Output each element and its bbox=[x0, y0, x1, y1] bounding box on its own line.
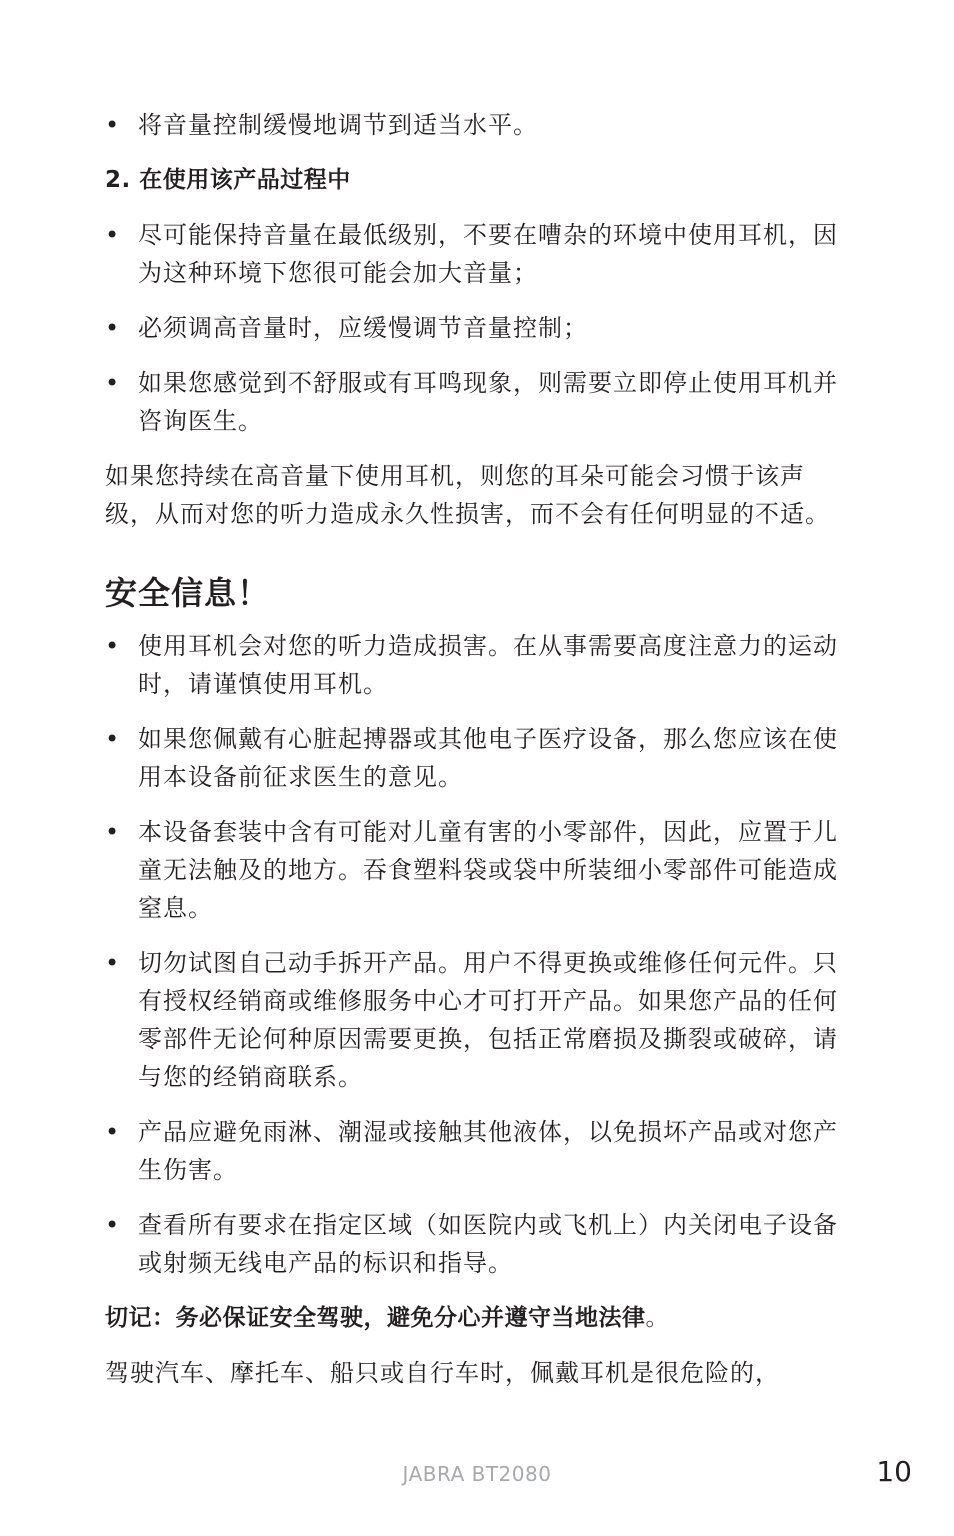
safety-title: 安全信息！ bbox=[105, 574, 271, 612]
bullet-icon: • bbox=[105, 818, 121, 846]
page-content bbox=[105, 96, 850, 1392]
list-item bbox=[105, 106, 850, 144]
list-item bbox=[105, 944, 850, 1096]
bullet-icon: • bbox=[105, 1118, 121, 1146]
body-paragraph: 驾驶汽车、摩托车、船只或自行车时，佩戴耳机是很危险的， bbox=[105, 1359, 780, 1387]
list-item bbox=[105, 1113, 850, 1189]
list-item-text: 产品应避免雨淋、潮湿或接触其他液体，以免损坏产品或对您产生伤害。 bbox=[138, 1118, 838, 1184]
bullet-icon: • bbox=[105, 1211, 121, 1239]
list-item-text: 本设备套装中含有可能对儿童有害的小零部件，因此，应置于儿童无法触及的地方。吞食塑料袋或袋中所装细小零部件可能造成窒息。 bbox=[138, 818, 838, 922]
bullet-icon: • bbox=[105, 314, 121, 342]
safety-warning-text: 切记：务必保证安全驾驶，避免分心并遵守当地法律 bbox=[105, 1305, 646, 1331]
footer-brand: JABRA BT2080 bbox=[402, 1462, 552, 1486]
bullet-icon: • bbox=[105, 369, 121, 397]
bullet-icon: • bbox=[105, 221, 121, 249]
bullet-icon: • bbox=[105, 111, 121, 139]
list-item bbox=[105, 364, 850, 440]
list-item bbox=[105, 216, 850, 292]
list-item-text: 尽可能保持音量在最低级别，不要在嘈杂的环境中使用耳机，因为这种环境下您很可能会加大音量； bbox=[138, 221, 838, 287]
body-paragraph: 如果您持续在高音量下使用耳机，则您的耳朵可能会习惯于该声级，从而对您的听力造成永久性损害，而不会有任何明显的不适。 bbox=[105, 462, 830, 528]
safety-warning bbox=[105, 1299, 850, 1337]
bullet-icon: • bbox=[105, 949, 121, 977]
list-item bbox=[105, 813, 850, 927]
list-item-text: 如果您感觉到不舒服或有耳鸣现象，则需要立即停止使用耳机并咨询医生。 bbox=[138, 369, 838, 435]
list-item bbox=[105, 627, 850, 703]
page-number: 10 bbox=[876, 1455, 912, 1488]
list-item bbox=[105, 720, 850, 796]
list-item-text: 如果您佩戴有心脏起搏器或其他电子医疗设备，那么您应该在使用本设备前征求医生的意见。 bbox=[138, 725, 838, 791]
list-item-text: 查看所有要求在指定区域（如医院内或飞机上）内关闭电子设备或射频无线电产品的标识和指导。 bbox=[138, 1211, 838, 1277]
safety-warning-end: 。 bbox=[645, 1305, 669, 1331]
list-item-text: 切勿试图自己动手拆开产品。用户不得更换或维修任何元件。只有授权经销商或维修服务中心才可打开产品。如果您产品的任何零部件无论何种原因需要更换，包括正常磨损及撕裂或破碎，请与您的经销商联系。 bbox=[138, 949, 838, 1091]
list-item bbox=[105, 309, 850, 347]
list-item-text: 使用耳机会对您的听力造成损害。在从事需要高度注意力的运动时，请谨慎使用耳机。 bbox=[138, 632, 838, 698]
section-heading: 2. 在使用该产品过程中 bbox=[105, 167, 351, 193]
bullet-icon: • bbox=[105, 632, 121, 660]
bullet-icon: • bbox=[105, 725, 121, 753]
list-item-text: 必须调高音量时，应缓慢调节音量控制； bbox=[138, 314, 588, 342]
list-item-text: 将音量控制缓慢地调节到适当水平。 bbox=[138, 111, 538, 139]
list-item bbox=[105, 1206, 850, 1282]
